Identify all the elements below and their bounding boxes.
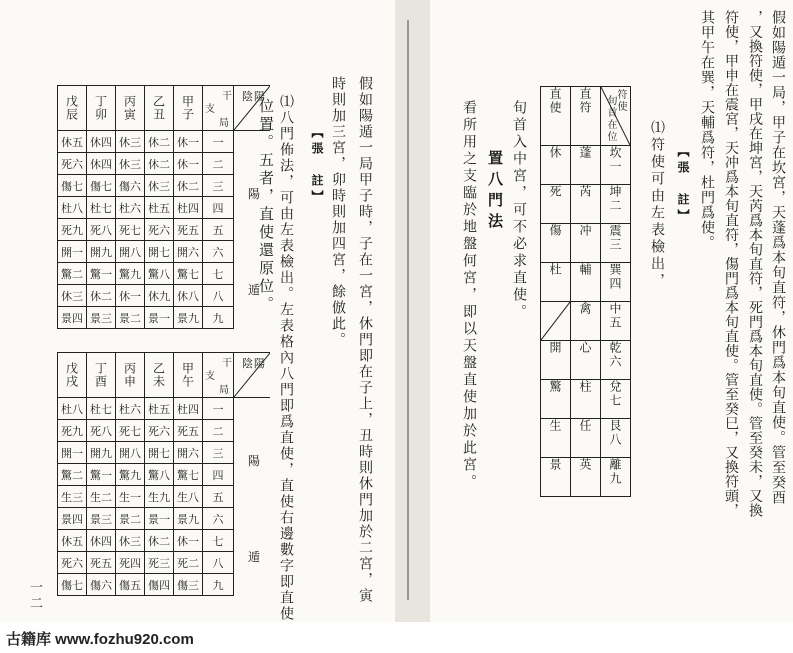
- page-number: 一二: [27, 580, 42, 612]
- table1-cell-2-4: 休二: [174, 175, 203, 197]
- fu-shi-row: [541, 302, 631, 341]
- table1-cell-0-0: 休五: [58, 131, 87, 153]
- section-heading-ba-men: 置八門法: [486, 150, 504, 234]
- table2-cell-6-5: 七: [203, 530, 234, 552]
- table1-cell-7-1: 休二: [87, 285, 116, 307]
- gate-cell-3: 杜: [541, 263, 571, 302]
- table1-cell-0-4: 休一: [174, 131, 203, 153]
- table1-cell-4-3: 死六: [145, 219, 174, 241]
- table2-cell-8-5: 九: [203, 574, 234, 596]
- table1-cell-4-0: 死九: [58, 219, 87, 241]
- table1-cell-8-2: 景二: [116, 307, 145, 329]
- star-cell-4: 禽: [571, 302, 601, 341]
- table1-cell-4-5: 五: [203, 219, 234, 241]
- star-cell-6: 柱: [571, 380, 601, 419]
- table1-cell-1-1: 休四: [87, 153, 116, 175]
- right-text-col-4: 其甲午在巽，天輔爲符，杜門爲使。: [699, 10, 715, 250]
- table1-cell-3-4: 杜四: [174, 197, 203, 219]
- table2-cell-4-1: 生二: [87, 486, 116, 508]
- table1-cell-7-4: 休八: [174, 285, 203, 307]
- table1-cell-5-3: 開七: [145, 241, 174, 263]
- table1-cell-8-3: 景一: [145, 307, 174, 329]
- table2-corner: 干 支 局: [203, 353, 234, 398]
- table1-cell-0-1: 休四: [87, 131, 116, 153]
- table2-cell-4-2: 生一: [116, 486, 145, 508]
- star-cell-3: 輔: [571, 263, 601, 302]
- table1-header-3: 乙丑: [145, 86, 174, 131]
- yang-dun-table-2: [57, 352, 270, 596]
- table1-header-4: 甲子: [174, 86, 203, 131]
- table2-cell-6-1: 休四: [87, 530, 116, 552]
- table1-cell-2-0: 傷七: [58, 175, 87, 197]
- left-text-col-2: ⑴八門佈法，可由左表檢出。左表格內八門即爲直使，直使右邊數字即直使: [278, 94, 294, 622]
- fu-shi-row: [541, 341, 631, 380]
- fu-shi-rowlabel-zhifu: 直符: [571, 87, 601, 146]
- fu-shi-rowlabel-zhishi: 直使: [541, 87, 571, 146]
- palace-cell-8: 離九: [601, 458, 631, 497]
- table2-cell-8-0: 傷七: [58, 574, 87, 596]
- fu-shi-row: [541, 263, 631, 302]
- table2-cell-2-5: 三: [203, 442, 234, 464]
- table2-cell-1-1: 死八: [87, 420, 116, 442]
- watermark-footer: [0, 622, 793, 653]
- star-cell-5: 心: [571, 341, 601, 380]
- right-annotation-heading: 【張 註】: [676, 145, 690, 225]
- table1-corner: 干 支 局: [203, 86, 234, 131]
- table1-cell-6-5: 七: [203, 263, 234, 285]
- table2-cell-1-5: 二: [203, 420, 234, 442]
- fu-shi-row: [541, 224, 631, 263]
- table1-cell-2-5: 三: [203, 175, 234, 197]
- table1-cell-0-3: 休二: [145, 131, 174, 153]
- table2-cell-6-4: 休一: [174, 530, 203, 552]
- gate-cell-7: 生: [541, 419, 571, 458]
- table2-cell-2-4: 開六: [174, 442, 203, 464]
- table2-cell-0-3: 杜五: [145, 398, 174, 420]
- yang-dun-table-1: [57, 85, 270, 329]
- table1-cell-4-1: 死八: [87, 219, 116, 241]
- table1-cell-6-0: 驚二: [58, 263, 87, 285]
- star-cell-7: 任: [571, 419, 601, 458]
- table2-cell-1-2: 死七: [116, 420, 145, 442]
- left-text-col-3: 時則加三宮，卯時則加四宮，餘倣此。: [330, 76, 346, 348]
- palace-cell-6: 兌七: [601, 380, 631, 419]
- table1-cell-1-0: 死六: [58, 153, 87, 175]
- star-cell-2: 冲: [571, 224, 601, 263]
- table1-cell-2-2: 傷六: [116, 175, 145, 197]
- table2-cell-7-2: 死四: [116, 552, 145, 574]
- table2-cell-4-0: 生三: [58, 486, 87, 508]
- table1-header-0: 戊辰: [58, 86, 87, 131]
- table2-cell-1-4: 死五: [174, 420, 203, 442]
- gate-cell-1: 死: [541, 185, 571, 224]
- gate-cell-4: [541, 302, 571, 341]
- table2-cell-7-4: 死二: [174, 552, 203, 574]
- table1-cell-1-5: 二: [203, 153, 234, 175]
- star-cell-0: 蓬: [571, 146, 601, 185]
- table2-cell-7-0: 死六: [58, 552, 87, 574]
- table1-header-2: 丙寅: [116, 86, 145, 131]
- table1-cell-0-2: 休三: [116, 131, 145, 153]
- table1-cell-3-3: 杜五: [145, 197, 174, 219]
- table2-cell-1-0: 死九: [58, 420, 87, 442]
- table2-header-1: 丁酉: [87, 353, 116, 398]
- table2-cell-8-4: 傷三: [174, 574, 203, 596]
- table2-cell-8-2: 傷五: [116, 574, 145, 596]
- palace-cell-4: 中五: [601, 302, 631, 341]
- table1-cell-8-4: 景九: [174, 307, 203, 329]
- table2-cell-0-4: 杜四: [174, 398, 203, 420]
- fu-shi-row: [541, 458, 631, 497]
- table2-cell-2-2: 開八: [116, 442, 145, 464]
- table1-cell-1-2: 休三: [116, 153, 145, 175]
- table2-cell-5-4: 景九: [174, 508, 203, 530]
- palace-cell-7: 艮八: [601, 419, 631, 458]
- table2-cell-0-5: 一: [203, 398, 234, 420]
- table2-cell-3-2: 驚九: [116, 464, 145, 486]
- table2-cell-2-0: 開一: [58, 442, 87, 464]
- table1-cell-1-3: 休二: [145, 153, 174, 175]
- right-text-col-2: ，又換符使，甲戌在坤宮，天芮爲本旬直符，死門爲本旬直使。管至癸未，又換: [747, 10, 763, 518]
- gate-cell-8: 景: [541, 458, 571, 497]
- fu-shi-row: [541, 380, 631, 419]
- table2-cell-7-3: 死三: [145, 552, 174, 574]
- table2-cell-7-1: 死五: [87, 552, 116, 574]
- palace-cell-3: 巽四: [601, 263, 631, 302]
- left-annotation-heading: 【張 註】: [310, 126, 324, 206]
- table2-header-2: 丙申: [116, 353, 145, 398]
- table1-side-label: 陽 遁: [234, 131, 271, 329]
- table1-cell-2-1: 傷七: [87, 175, 116, 197]
- right-text-col-5: ⑴符使可由左表檢出，: [649, 120, 665, 290]
- table2-header-0: 戊戌: [58, 353, 87, 398]
- left-page: [0, 0, 395, 622]
- table2-header-4: 甲午: [174, 353, 203, 398]
- table1-cell-5-4: 開六: [174, 241, 203, 263]
- palace-cell-1: 坤二: [601, 185, 631, 224]
- book-gutter: [395, 0, 430, 622]
- table1-cell-1-4: 休一: [174, 153, 203, 175]
- table2-side-label: 陽 遁: [234, 398, 271, 596]
- table1-cell-8-5: 九: [203, 307, 234, 329]
- gate-cell-5: 開: [541, 341, 571, 380]
- gate-cell-0: 休: [541, 146, 571, 185]
- table1-cell-7-5: 八: [203, 285, 234, 307]
- table2-cell-5-5: 六: [203, 508, 234, 530]
- right-page: [430, 0, 793, 622]
- table1-cell-3-1: 杜七: [87, 197, 116, 219]
- table2-header-3: 乙未: [145, 353, 174, 398]
- table2-cell-3-5: 四: [203, 464, 234, 486]
- table2-cell-8-3: 傷四: [145, 574, 174, 596]
- table2-cell-4-3: 生九: [145, 486, 174, 508]
- table2-row-0: [58, 398, 271, 420]
- left-text-col-4: 假如陽遁一局甲子時，子在一宮，休門即在子上，丑時則休門加於二宮，寅: [357, 76, 373, 604]
- table1-cell-6-2: 驚九: [116, 263, 145, 285]
- table2-cell-3-1: 驚一: [87, 464, 116, 486]
- table2-cell-3-4: 驚七: [174, 464, 203, 486]
- table1-cell-6-1: 驚一: [87, 263, 116, 285]
- table2-cell-8-1: 傷六: [87, 574, 116, 596]
- table2-cell-2-1: 開九: [87, 442, 116, 464]
- table2-cell-1-3: 死六: [145, 420, 174, 442]
- table2-cell-6-0: 休五: [58, 530, 87, 552]
- table1-yin-yang-cell: 陰 陽: [234, 86, 271, 131]
- table2-cell-5-1: 景三: [87, 508, 116, 530]
- right-text-col-6: 旬首入中宮，可不必求直使。: [511, 100, 527, 321]
- table1-cell-8-1: 景三: [87, 307, 116, 329]
- table1-cell-3-2: 杜六: [116, 197, 145, 219]
- fu-shi-table: [540, 86, 631, 497]
- table1-cell-5-1: 開九: [87, 241, 116, 263]
- table1-cell-4-2: 死七: [116, 219, 145, 241]
- table2-cell-5-0: 景四: [58, 508, 87, 530]
- fu-shi-row: [541, 185, 631, 224]
- table1-header-1: 丁卯: [87, 86, 116, 131]
- watermark-text: 古籍库 www.fozhu920.com: [6, 631, 194, 648]
- palace-cell-2: 震三: [601, 224, 631, 263]
- fu-shi-row: [541, 146, 631, 185]
- gate-cell-6: 驚: [541, 380, 571, 419]
- table1-cell-5-2: 開八: [116, 241, 145, 263]
- fu-shi-header: 符使 旬首在位: [601, 87, 631, 146]
- table1-cell-7-2: 休一: [116, 285, 145, 307]
- table2-cell-6-3: 休二: [145, 530, 174, 552]
- table1-row-0: [58, 131, 271, 153]
- table1-cell-5-5: 六: [203, 241, 234, 263]
- table1-cell-5-0: 開一: [58, 241, 87, 263]
- table1-cell-6-3: 驚八: [145, 263, 174, 285]
- table1-cell-3-5: 四: [203, 197, 234, 219]
- table2-cell-7-5: 八: [203, 552, 234, 574]
- table2-cell-0-0: 杜八: [58, 398, 87, 420]
- table2-cell-2-3: 開七: [145, 442, 174, 464]
- palace-cell-0: 坎一: [601, 146, 631, 185]
- table1-cell-7-3: 休九: [145, 285, 174, 307]
- table1-cell-4-4: 死五: [174, 219, 203, 241]
- table2-cell-0-2: 杜六: [116, 398, 145, 420]
- right-text-col-3: 符使，甲申在震宮，天冲爲本旬直符，傷門爲本旬直使。管至癸巳，又換符頭，: [723, 10, 739, 518]
- table1-cell-2-3: 休三: [145, 175, 174, 197]
- table2-yin-yang-cell: 陰 陽: [234, 353, 271, 398]
- palace-cell-5: 乾六: [601, 341, 631, 380]
- table2-cell-4-5: 五: [203, 486, 234, 508]
- gate-cell-2: 傷: [541, 224, 571, 263]
- table1-cell-0-5: 一: [203, 131, 234, 153]
- table2-cell-6-2: 休三: [116, 530, 145, 552]
- table2-cell-5-3: 景一: [145, 508, 174, 530]
- table2-cell-3-3: 驚八: [145, 464, 174, 486]
- table2-cell-3-0: 驚二: [58, 464, 87, 486]
- table2-cell-0-1: 杜七: [87, 398, 116, 420]
- right-text-col-1: 假如陽遁一局，甲子在坎宮，天蓬爲本旬直符，休門爲本旬直使。管至癸酉: [770, 10, 786, 505]
- table1-cell-7-0: 休三: [58, 285, 87, 307]
- left-text-col-1: 位置。五者，直使還原位。: [257, 98, 275, 314]
- table2-cell-5-2: 景二: [116, 508, 145, 530]
- table2-cell-4-4: 生八: [174, 486, 203, 508]
- star-cell-1: 芮: [571, 185, 601, 224]
- fu-shi-row: [541, 419, 631, 458]
- table1-cell-3-0: 杜八: [58, 197, 87, 219]
- table1-cell-8-0: 景四: [58, 307, 87, 329]
- right-text-col-7: 看所用之支臨於地盤何宮，即以天盤直使加於此宮。: [461, 100, 477, 491]
- table1-cell-6-4: 驚七: [174, 263, 203, 285]
- star-cell-8: 英: [571, 458, 601, 497]
